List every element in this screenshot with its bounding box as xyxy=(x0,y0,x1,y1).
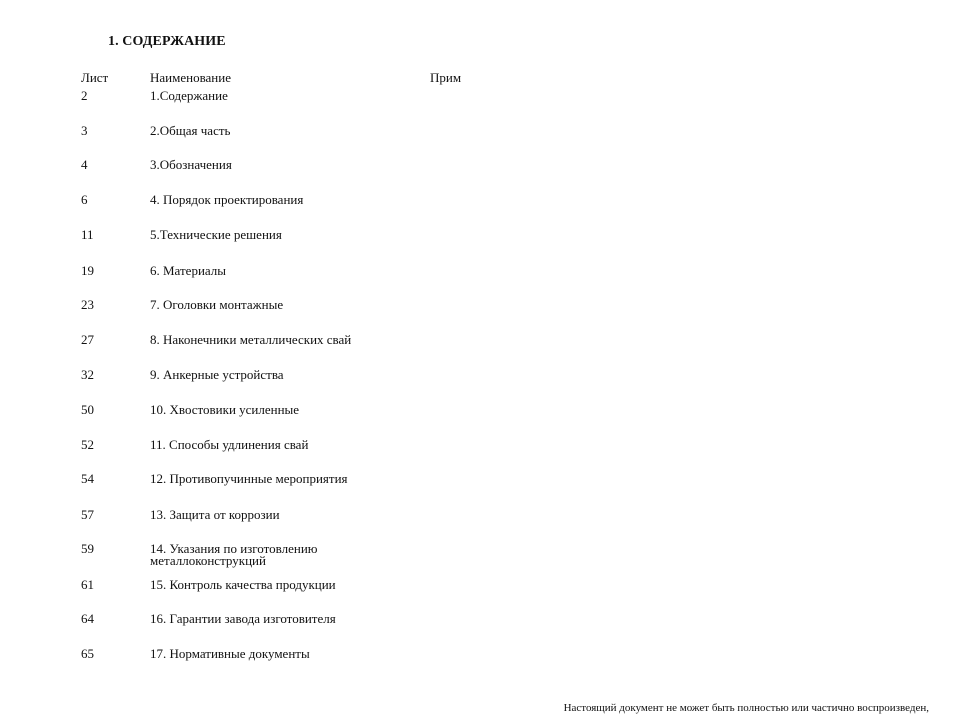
copyright-notice: Настоящий документ не может быть полностью или частично воспроизведен, xyxy=(563,702,929,714)
row-title: 3.Обозначения xyxy=(150,157,232,172)
row-sheet-number: 54 xyxy=(81,471,94,486)
row-sheet-number: 2 xyxy=(81,88,88,103)
row-sheet-number: 11 xyxy=(81,227,94,242)
row-title: 15. Контроль качества продукции xyxy=(150,577,336,592)
row-sheet-number: 61 xyxy=(81,577,94,592)
row-title: 9. Анкерные устройства xyxy=(150,367,284,382)
row-sheet-number: 32 xyxy=(81,367,94,382)
row-sheet-number: 3 xyxy=(81,123,88,138)
row-title: 8. Наконечники металлических свай xyxy=(150,332,352,347)
row-title: 11. Способы удлинения свай xyxy=(150,437,309,452)
row-title: 7. Оголовки монтажные xyxy=(150,297,284,312)
row-sheet-number: 52 xyxy=(81,437,94,452)
row-sheet-number: 65 xyxy=(81,646,94,661)
row-title: 12. Противопучинные мероприятия xyxy=(150,471,348,486)
row-title: 6. Материалы xyxy=(150,263,227,278)
page-title: 1. СОДЕРЖАНИЕ xyxy=(108,34,226,49)
row-sheet-number: 19 xyxy=(81,263,94,278)
row-title: 17. Нормативные документы xyxy=(150,646,310,661)
row-sheet-number: 6 xyxy=(81,192,88,207)
row-sheet-number: 59 xyxy=(81,541,94,556)
row-title: 10. Хвостовики усиленные xyxy=(150,402,300,417)
row-title: 5.Технические решения xyxy=(150,227,282,242)
row-sheet-number: 64 xyxy=(81,611,94,626)
row-sheet-number: 23 xyxy=(81,297,94,312)
row-title: 2.Общая часть xyxy=(150,123,231,138)
row-sheet-number: 4 xyxy=(81,157,88,172)
row-title: 4. Порядок проектирования xyxy=(150,192,304,207)
row-title: 13. Защита от коррозии xyxy=(150,507,280,522)
row-title: 14. Указания по изготовлению металлоконструкций xyxy=(150,541,318,568)
column-header-name: Наименование xyxy=(150,70,231,85)
row-sheet-number: 50 xyxy=(81,402,94,417)
row-sheet-number: 27 xyxy=(81,332,94,347)
row-title: 16. Гарантии завода изготовителя xyxy=(150,611,336,626)
column-header-note: Прим xyxy=(430,70,462,85)
row-sheet-number: 57 xyxy=(81,507,94,522)
column-header-sheet: Лист xyxy=(81,70,109,85)
row-title: 1.Содержание xyxy=(150,88,228,103)
